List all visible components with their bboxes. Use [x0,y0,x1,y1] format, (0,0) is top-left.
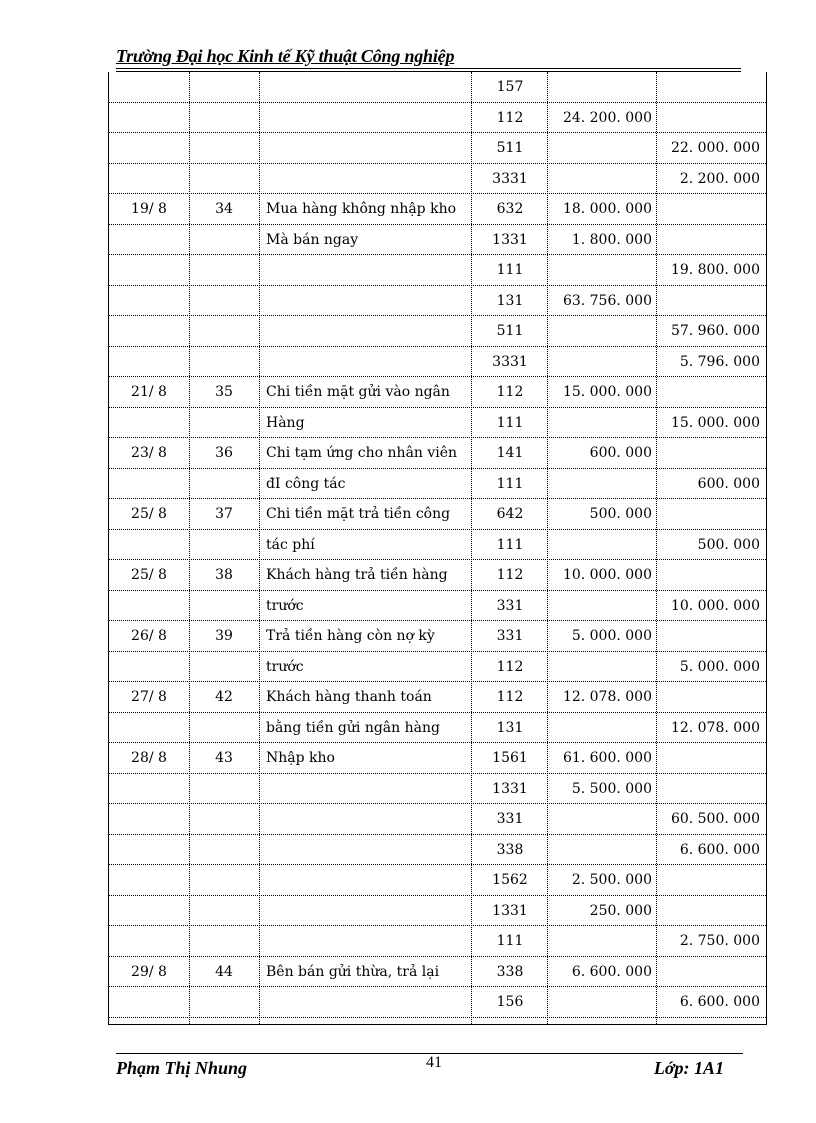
account-code: 511 [496,323,524,339]
entry-date [109,713,189,743]
account-code: 632 [496,201,524,217]
debit-amount [548,72,652,102]
entry-description: Chi tiền mặt trả tiền công [266,506,451,522]
entry-date [109,987,189,1017]
credit-amount [658,560,760,590]
voucher-number [189,225,259,255]
entry-description: trước [266,597,304,614]
entry-description [266,804,471,834]
ledger-row [109,438,766,469]
entry-description [266,72,471,102]
account-code: 112 [496,567,524,583]
account-code: 112 [496,658,524,675]
debit-amount [548,987,652,1017]
entry-date: 26/ 8 [131,628,167,644]
credit-amount [658,103,760,133]
entry-description: đI công tác [266,475,346,492]
entry-date: 25/ 8 [131,506,167,522]
debit-amount: 63. 756. 000 [562,292,652,309]
ledger-table [108,72,767,1025]
entry-date: 23/ 8 [131,445,167,461]
voucher-number [189,865,259,895]
debit-amount: 61. 600. 000 [562,750,652,766]
debit-amount [548,804,652,834]
voucher-number: 42 [215,689,233,705]
voucher-number [189,286,259,316]
entry-description [266,103,471,133]
entry-date: 29/ 8 [131,963,167,980]
credit-amount [658,225,760,255]
credit-amount [658,286,760,316]
entry-description: Trả tiền hàng còn nợ kỳ [266,628,435,644]
voucher-number [189,652,259,682]
voucher-number [189,133,259,163]
ledger-row [109,408,766,439]
entry-date [109,347,189,377]
entry-date [109,896,189,926]
account-code: 157 [496,79,524,95]
debit-amount [548,713,652,743]
ledger-row [109,103,766,134]
account-code: 112 [496,384,524,400]
ledger-row [109,225,766,256]
voucher-number [189,255,259,285]
debit-amount: 1. 800. 000 [571,231,652,248]
account-code: 338 [496,963,524,980]
credit-amount: 2. 750. 000 [679,933,760,949]
voucher-number: 38 [215,567,233,583]
debit-amount: 18. 000. 000 [562,201,652,217]
entry-description: Nhập kho [266,750,335,766]
credit-amount: 10. 000. 000 [670,597,760,614]
debit-amount [548,591,652,621]
debit-amount [548,164,652,194]
ledger-row [109,591,766,622]
entry-date [109,164,189,194]
entry-date [109,72,189,102]
credit-amount [658,682,760,712]
credit-amount: 5. 000. 000 [679,658,760,675]
debit-amount: 5. 500. 000 [571,780,652,797]
voucher-number [189,103,259,133]
ledger-row [109,926,766,957]
entry-date [109,469,189,499]
debit-amount [548,255,652,285]
entry-description: Bên bán gửi thừa, trả lại [266,963,440,980]
credit-amount: 57. 960. 000 [670,323,760,339]
entry-description [266,286,471,316]
entry-date: 25/ 8 [131,567,167,583]
debit-amount [548,652,652,682]
ledger-row [109,560,766,591]
entry-description [266,865,471,895]
entry-date [109,804,189,834]
voucher-number: 37 [215,506,233,522]
account-code: 111 [496,262,524,278]
account-code: 331 [496,811,524,827]
voucher-number [189,896,259,926]
voucher-number [189,804,259,834]
credit-amount: 6. 600. 000 [679,994,760,1010]
entry-description [266,896,471,926]
entry-description: trước [266,658,304,675]
credit-amount: 500. 000 [697,536,760,553]
ledger-row [109,255,766,286]
ledger-row [109,286,766,317]
entry-date [109,408,189,438]
debit-amount: 2. 500. 000 [571,872,652,888]
account-code: 3331 [492,353,528,370]
credit-amount: 2. 200. 000 [679,170,760,187]
credit-amount [658,865,760,895]
credit-amount [658,743,760,773]
ledger-row [109,957,766,988]
credit-amount: 22. 000. 000 [670,140,760,156]
credit-amount [658,194,760,224]
credit-amount [658,72,760,102]
ledger-row [109,530,766,561]
voucher-number [189,987,259,1017]
account-code: 1562 [492,872,528,888]
ledger-row [109,743,766,774]
debit-amount: 5. 000. 000 [571,628,652,644]
debit-amount [548,408,652,438]
voucher-number [189,72,259,102]
entry-description [266,133,471,163]
account-code: 131 [496,719,524,736]
entry-date [109,835,189,865]
entry-date [109,652,189,682]
voucher-number [189,835,259,865]
credit-amount [658,896,760,926]
entry-description: Mà bán ngay [266,231,359,248]
page-number: 41 [426,1054,442,1071]
credit-amount [658,377,760,407]
voucher-number [189,591,259,621]
entry-date [109,530,189,560]
entry-description: Khách hàng thanh toán [266,689,432,705]
voucher-number: 39 [215,628,233,644]
entry-description: Chi tạm ứng cho nhân viên [266,445,458,461]
account-code: 112 [496,109,524,126]
footer-class-label: Lớp: 1A1 [653,1058,724,1078]
credit-amount [658,774,760,804]
document-header-title: Trường Đại học Kinh tế Kỹ thuật Công nghiệp [116,46,455,66]
entry-description [266,987,471,1017]
credit-amount: 6. 600. 000 [679,841,760,858]
account-code: 331 [496,597,524,614]
ledger-row [109,164,766,195]
account-code: 111 [496,475,524,492]
debit-amount: 10. 000. 000 [562,567,652,583]
footer-author: Phạm Thị Nhung [116,1058,248,1078]
ledger-row [109,469,766,500]
entry-description [266,926,471,956]
entry-description: Chi tiền mặt gửi vào ngân [266,384,450,400]
account-code: 331 [496,628,524,644]
account-code: 1331 [492,780,528,797]
credit-amount: 600. 000 [697,475,760,492]
account-code: 642 [496,506,524,522]
voucher-number [189,347,259,377]
account-code: 338 [496,841,524,858]
entry-description: Hàng [266,414,305,431]
account-code: 131 [496,292,524,309]
account-code: 141 [496,445,524,461]
debit-amount: 6. 600. 000 [571,963,652,980]
debit-amount: 15. 000. 000 [562,384,652,400]
entry-description [266,255,471,285]
account-code: 111 [496,414,524,431]
voucher-number: 34 [215,201,233,217]
entry-date [109,865,189,895]
header-rule [116,68,741,69]
entry-date [109,591,189,621]
entry-date: 19/ 8 [131,201,167,217]
entry-date [109,316,189,346]
debit-amount [548,469,652,499]
credit-amount [658,621,760,651]
account-code: 1331 [492,231,528,248]
entry-description [266,316,471,346]
account-code: 156 [496,994,524,1010]
voucher-number [189,774,259,804]
voucher-number: 44 [215,963,233,980]
entry-description [266,164,471,194]
entry-description: tác phí [266,536,315,553]
voucher-number [189,408,259,438]
credit-amount [658,438,760,468]
debit-amount: 250. 000 [589,902,652,919]
entry-date [109,133,189,163]
credit-amount [658,957,760,987]
ledger-row [109,774,766,805]
ledger-row [109,713,766,744]
ledger-row [109,194,766,225]
ledger-row [109,133,766,164]
ledger-row [109,865,766,896]
entry-description: Mua hàng không nhập kho [266,201,457,217]
voucher-number [189,164,259,194]
entry-date [109,286,189,316]
ledger-row [109,987,766,1018]
voucher-number [189,926,259,956]
entry-date [109,926,189,956]
voucher-number: 36 [215,445,233,461]
entry-date: 27/ 8 [131,689,167,705]
debit-amount [548,316,652,346]
ledger-row [109,72,766,103]
debit-amount [548,835,652,865]
credit-amount: 5. 796. 000 [679,353,760,370]
voucher-number: 35 [215,384,233,400]
entry-date [109,255,189,285]
debit-amount: 500. 000 [589,506,652,522]
debit-amount: 12. 078. 000 [562,689,652,705]
entry-description: Khách hàng trả tiền hàng [266,567,448,583]
account-code: 1331 [492,902,528,919]
debit-amount [548,347,652,377]
voucher-number [189,469,259,499]
entry-date [109,103,189,133]
entry-date [109,774,189,804]
ledger-row [109,621,766,652]
credit-amount: 15. 000. 000 [670,414,760,431]
entry-date: 28/ 8 [131,750,167,766]
voucher-number [189,316,259,346]
debit-amount [548,926,652,956]
entry-description [266,347,471,377]
account-code: 112 [496,689,524,705]
entry-description [266,835,471,865]
entry-description: bằng tiền gửi ngân hàng [266,719,440,736]
ledger-row [109,835,766,866]
ledger-row [109,682,766,713]
debit-amount [548,530,652,560]
debit-amount: 24. 200. 000 [562,109,652,126]
account-code: 111 [496,536,524,553]
voucher-number [189,713,259,743]
account-code: 3331 [492,170,528,187]
credit-amount: 19. 800. 000 [670,262,760,278]
entry-date [109,225,189,255]
debit-amount: 600. 000 [589,445,652,461]
debit-amount [548,133,652,163]
account-code: 111 [496,933,524,949]
account-code: 1561 [492,750,528,766]
entry-description [266,774,471,804]
ledger-row [109,652,766,683]
voucher-number: 43 [215,750,233,766]
ledger-row [109,499,766,530]
credit-amount: 60. 500. 000 [670,811,760,827]
entry-date: 21/ 8 [131,384,167,400]
ledger-row [109,347,766,378]
ledger-row [109,896,766,927]
account-code: 511 [496,140,524,156]
ledger-row [109,316,766,347]
voucher-number [189,530,259,560]
credit-amount [658,499,760,529]
ledger-row [109,804,766,835]
ledger-row [109,377,766,408]
credit-amount: 12. 078. 000 [670,719,760,736]
